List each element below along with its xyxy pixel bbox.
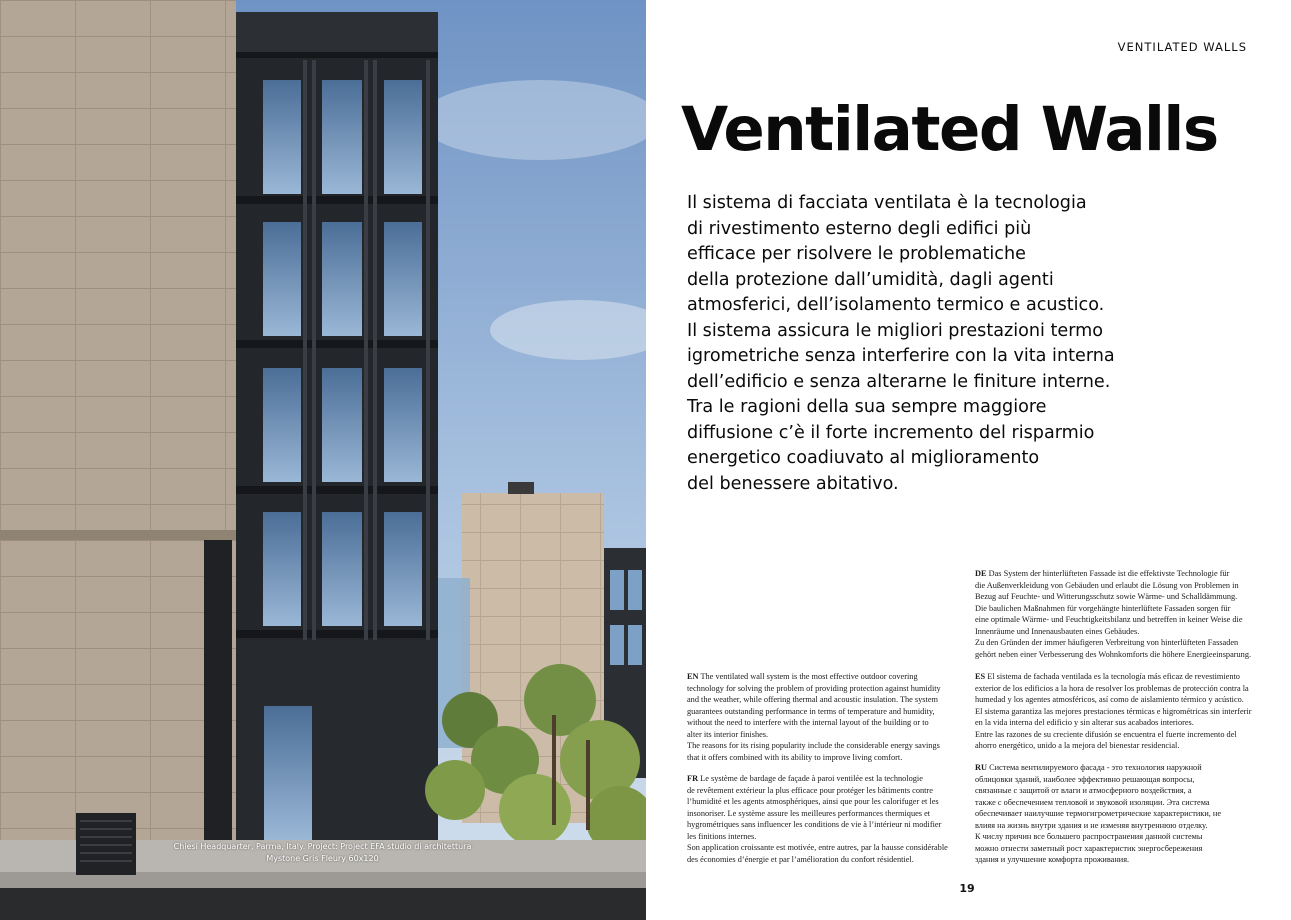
text-line: Le système de bardage de façade à paroi ventilée est la technologie xyxy=(700,774,923,783)
text-line: можно отнести заметный рост характеристик энергосбережения xyxy=(975,843,1203,853)
text-line: Entre las razones de su creciente difusión se encuentra el fuerte incremento del xyxy=(975,729,1237,739)
text-line: El sistema garantiza las mejores prestaciones térmicas e higrométricas sin interferir xyxy=(975,706,1252,716)
lead-line: Il sistema assicura le migliori prestazioni termo xyxy=(687,320,1104,341)
text-line: The reasons for its rising popularity include the considerable energy savings xyxy=(687,741,940,750)
text-line: gehört neben einer Verbesserung des Wohnkomforts die höhere Energieeinsparung. xyxy=(975,649,1252,659)
text-line: hygrométriques sans influencer les conditions de vie à l’intérieur ni modifier xyxy=(687,820,942,829)
lead-line: della protezione dall’umidità, dagli agenti xyxy=(687,269,1054,290)
text-line: The ventilated wall system is the most effective outdoor covering xyxy=(700,672,918,681)
text-line: влияя на жизнь внутри здания и не изменяя внутреннюю отделку. xyxy=(975,820,1208,830)
text-line: that it offers combined with its ability to improve living comfort. xyxy=(687,752,903,762)
translation-es xyxy=(975,671,1265,752)
text-line: eine optimale Wärme- und Feuchtigkeitsbilanz und betreffen in keiner Weise die xyxy=(975,615,1243,624)
text-line: Die baulichen Maßnahmen für vorgehängte hinterlüftete Fassaden sorgen für xyxy=(975,603,1231,613)
text-line: humedad y los agentes atmosféricos, así como de aislamiento térmico y acústico. xyxy=(975,695,1244,704)
lang-code-de: DE xyxy=(975,569,987,578)
lead-line: efficace per risolvere le problematiche xyxy=(687,244,1026,264)
lead-line: atmosferici, dell’isolamento termico e acustico. xyxy=(687,295,1105,315)
text-line: insonoriser. Le système assure les meilleures performances thermiques et xyxy=(687,808,931,818)
text-line: technology for solving the problem of providing protection against humidity xyxy=(687,683,941,693)
text-line: guarantees outstanding performance in terms of temperature and humidity, xyxy=(687,706,935,716)
text-line: здания и улучшение комфорта проживания. xyxy=(975,855,1130,864)
lead-line: Tra le ragioni della sua sempre maggiore xyxy=(687,397,1047,417)
lead-line: di rivestimento esterno degli edifici più xyxy=(687,218,1032,239)
page-number: 19 xyxy=(959,882,975,895)
text-line: Bezug auf Feuchte- und Witterungsschutz sowie Wärme- und Schalldämmung. xyxy=(975,592,1238,601)
section-label: VENTILATED WALLS xyxy=(1117,40,1247,54)
translation-en xyxy=(687,671,959,763)
lang-code-es: ES xyxy=(975,672,986,681)
translation-fr xyxy=(687,773,959,865)
text-line: Son application croissante est motivée, entre autres, par la hausse considérable xyxy=(687,843,948,852)
lead-line: del benessere abitativo. xyxy=(687,473,899,494)
lead-line: igrometriche senza interferire con la vita interna xyxy=(687,346,1115,366)
text-line: обеспечивает наилучшие термогигрометрические характеристики, не xyxy=(975,809,1222,818)
text-line: Innenräume und Innenausbauten eines Gebäudes. xyxy=(975,626,1140,636)
text-line: en la vida interna del edificio y sin alterar sus acabados interiores. xyxy=(975,718,1194,727)
text-line: ahorro energético, unido a la mejora del bienestar residencial. xyxy=(975,741,1180,750)
lang-code-en: EN xyxy=(687,672,699,681)
text-line: также с обеспечением тепловой и звуковой изоляции. Эта система xyxy=(975,797,1210,807)
text-line: exterior de los edificios a la hora de resolver los problemas de protección contra la xyxy=(975,683,1249,693)
text-line: Система вентилируемого фасада - это технология наружной xyxy=(989,763,1202,772)
text-line: К числу причин все большего распространения данной системы xyxy=(975,832,1203,841)
lead-line: energetico coadiuvato al miglioramento xyxy=(687,448,1040,468)
text-line: l’humidité et les agents atmosphériques, ainsi que pour les calorifuger et les xyxy=(687,797,939,806)
text-line: des économies d’énergie et par l’amélioration du confort résidentiel. xyxy=(687,854,914,864)
photo-caption xyxy=(150,841,495,865)
text-line: les finitions internes. xyxy=(687,831,757,841)
text-line: El sistema de fachada ventilada es la tecnología más eficaz de revestimiento xyxy=(987,672,1240,681)
text-line: die Außenverkleidung von Gebäuden und erlaubt die Lösung von Problemen in xyxy=(975,580,1239,590)
lead-line: Il sistema di facciata ventilata è la tecnologia xyxy=(687,193,1087,213)
caption-line: Mystone Gris Fleury 60x120 xyxy=(266,854,379,863)
text-line: Zu den Gründen der immer häufigeren Verbreitung von hinterlüfteten Fassaden xyxy=(975,638,1239,647)
page-title: Ventilated Walls xyxy=(681,94,1218,165)
text-line: облицовки зданий, наиболее эффективно решающая вопросы, xyxy=(975,774,1195,784)
text-line: and the weather, while offering thermal and acoustic insulation. The system xyxy=(687,695,938,704)
caption-line: Chiesi Headquarter, Parma, Italy. Project: Project EFA studio di architettura xyxy=(173,842,472,851)
translation-de xyxy=(975,568,1265,660)
text-line: de revêtement extérieur la plus efficace pour protéger les bâtiments contre xyxy=(687,785,933,795)
text-line: Das System der hinterlüfteten Fassade ist die effektivste Technologie für xyxy=(988,569,1230,578)
text-line: связанные с защитой от влаги и атмосферного воздействия, а xyxy=(975,786,1192,795)
lead-line: dell’edificio e senza alterarne le finiture interne. xyxy=(687,371,1111,392)
lead-line: diffusione c’è il forte incremento del risparmio xyxy=(687,422,1095,443)
text-line: alter its interior finishes. xyxy=(687,729,769,739)
translation-ru xyxy=(975,762,1265,866)
lang-code-ru: RU xyxy=(975,763,987,772)
lead-paragraph-it xyxy=(687,191,1177,497)
lang-code-fr: FR xyxy=(687,774,699,783)
text-line: without the need to interfere with the internal layout of the building or to xyxy=(687,718,929,727)
